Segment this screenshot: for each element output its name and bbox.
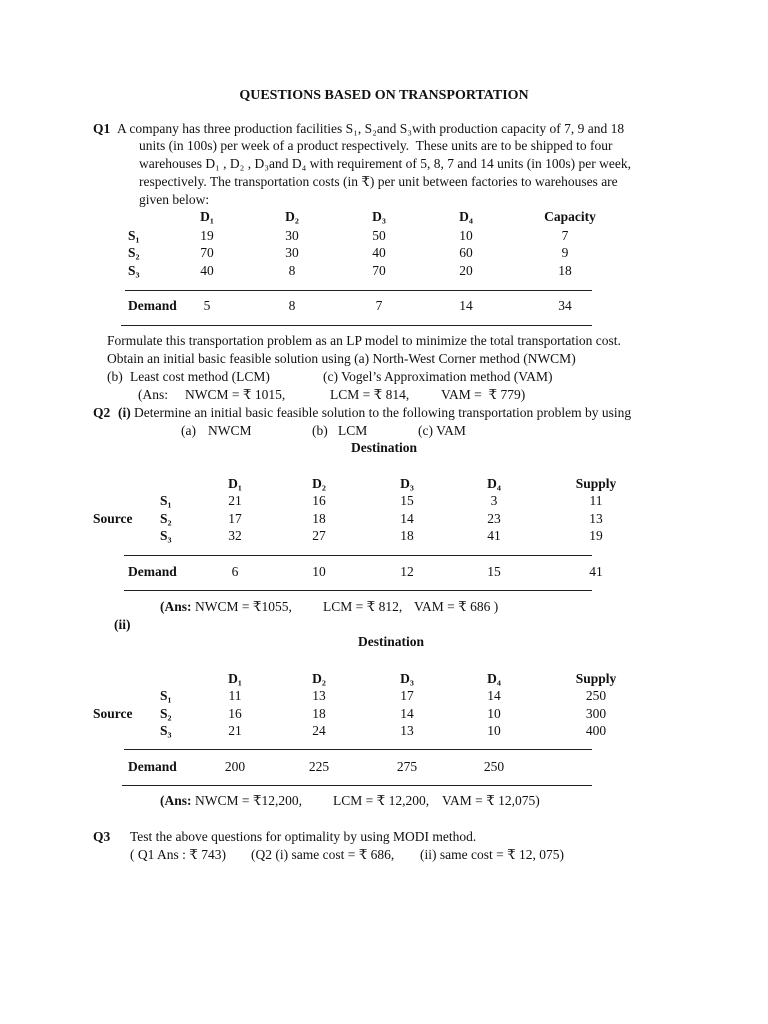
table-row-s3 xyxy=(0,263,768,279)
cost-cell: 10 xyxy=(459,228,473,243)
table-row-s1 xyxy=(0,228,768,244)
answer-lcm: LCM = ₹ 814, xyxy=(330,387,410,402)
part-i-label: (i) xyxy=(118,405,131,420)
question-1-task-line: Obtain an initial basic feasible solution using (a) North-West Corner method (NWCM) xyxy=(107,351,576,366)
column-header-d4: D₄ xyxy=(459,209,473,224)
source-side-label: Source xyxy=(93,511,133,526)
source-label: S₂ xyxy=(160,706,172,721)
column-header-d2: D₂ xyxy=(312,476,326,491)
answer-lcm: LCM = ₹ 812, xyxy=(323,599,403,614)
column-header-d3: D₃ xyxy=(400,476,414,491)
cost-cell: 30 xyxy=(285,228,299,243)
total-cell: 41 xyxy=(589,564,603,579)
table-demand-row xyxy=(0,564,768,580)
demand-cell: 12 xyxy=(400,564,414,579)
question-3-label: Q3 xyxy=(93,829,111,844)
table-row-s3 xyxy=(0,723,768,739)
cost-cell: 14 xyxy=(487,688,501,703)
supply-cell: 13 xyxy=(589,511,603,526)
answer-nwcm: NWCM = ₹12,200, xyxy=(195,793,302,808)
demand-cell: 225 xyxy=(308,759,330,774)
cost-cell: 11 xyxy=(228,688,242,703)
page-title: QUESTIONS BASED ON TRANSPORTATION xyxy=(239,88,529,103)
table-row-s3 xyxy=(0,528,768,544)
source-side-label: Source xyxy=(93,706,133,721)
answer-prefix: (Ans: xyxy=(138,387,168,402)
cost-cell: 32 xyxy=(228,528,242,543)
cost-cell: 18 xyxy=(312,706,326,721)
cost-cell: 8 xyxy=(288,263,296,278)
answer-prefix: (Ans: xyxy=(160,793,192,808)
cost-cell: 19 xyxy=(200,228,214,243)
source-label: S₁ xyxy=(160,493,172,508)
column-header-d2: D₂ xyxy=(312,671,326,686)
cost-cell: 3 xyxy=(490,493,498,508)
source-label: S₃ xyxy=(160,528,172,543)
column-header-d1: D₁ xyxy=(228,476,242,491)
option-b-text: Least cost method (LCM) xyxy=(130,369,270,384)
cost-cell: 18 xyxy=(312,511,326,526)
column-header-d1: D₁ xyxy=(228,671,242,686)
cost-cell: 13 xyxy=(312,688,326,703)
cost-cell: 14 xyxy=(400,511,414,526)
source-label: S₁ xyxy=(160,688,172,703)
table-rule xyxy=(121,325,592,326)
cost-cell: 17 xyxy=(228,511,242,526)
cost-cell: 16 xyxy=(228,706,242,721)
cost-cell: 17 xyxy=(400,688,414,703)
demand-cell: 250 xyxy=(483,759,505,774)
table-rule xyxy=(124,749,592,750)
method-b: LCM xyxy=(338,423,368,438)
table-row-s2 xyxy=(0,511,768,527)
demand-cell: 6 xyxy=(231,564,239,579)
answer-nwcm: NWCM = ₹ 1015, xyxy=(185,387,286,402)
cost-cell: 13 xyxy=(400,723,414,738)
method-a: NWCM xyxy=(208,423,252,438)
question-1-label: Q1 xyxy=(93,121,111,136)
option-b-label: (b) xyxy=(107,369,123,384)
question-2-text: Determine an initial basic feasible solution to the following transportation problem by using xyxy=(134,405,632,420)
demand-cell: 275 xyxy=(396,759,418,774)
cost-cell: 24 xyxy=(312,723,326,738)
cost-cell: 50 xyxy=(372,228,386,243)
answer-q2-i: (Q2 (i) same cost = ₹ 686, xyxy=(251,847,395,862)
part-ii-label: (ii) xyxy=(114,617,131,632)
supply-cell: 300 xyxy=(585,706,607,721)
supply-cell: 11 xyxy=(589,493,603,508)
question-3-text: Test the above questions for optimality by using MODI method. xyxy=(130,829,477,844)
cost-cell: 41 xyxy=(487,528,501,543)
column-header-capacity: Capacity xyxy=(544,209,596,224)
destination-heading: Destination xyxy=(350,440,417,455)
capacity-cell: 7 xyxy=(561,228,569,243)
cost-cell: 15 xyxy=(400,493,414,508)
answer-q1: ( Q1 Ans : ₹ 743) xyxy=(130,847,226,862)
demand-cell: 14 xyxy=(459,298,473,313)
cost-cell: 20 xyxy=(459,263,473,278)
answer-prefix: (Ans: xyxy=(160,599,192,614)
question-2-label: Q2 xyxy=(93,405,111,420)
table-demand-row xyxy=(0,298,768,314)
cost-cell: 10 xyxy=(487,706,501,721)
question-1-text-line: warehouses D₁ , D₂ , D₃and D₄ with requirement of 5, 8, 7 and 14 units (in 100s) per week, xyxy=(139,156,631,171)
column-header-d1: D₁ xyxy=(200,209,214,224)
cost-cell: 23 xyxy=(487,511,501,526)
column-header-d4: D₄ xyxy=(487,671,501,686)
method-b-label: (b) xyxy=(312,423,328,438)
demand-cell: 15 xyxy=(487,564,501,579)
capacity-cell: 9 xyxy=(561,245,569,260)
source-label: S₂ xyxy=(128,245,140,260)
table-rule xyxy=(124,555,592,556)
answer-vam: VAM = ₹ 779) xyxy=(441,387,526,402)
destination-heading: Destination xyxy=(357,634,424,649)
table-header-row xyxy=(0,209,768,225)
cost-cell: 16 xyxy=(312,493,326,508)
column-header-supply: Supply xyxy=(575,476,617,491)
cost-cell: 60 xyxy=(459,245,473,260)
table-row-s2 xyxy=(0,706,768,722)
question-1-task-line: Formulate this transportation problem as an LP model to minimize the total transportation cost. xyxy=(107,333,621,348)
cost-cell: 21 xyxy=(228,493,242,508)
demand-cell: 8 xyxy=(288,298,296,313)
table-rule xyxy=(125,290,592,291)
cost-cell: 27 xyxy=(312,528,326,543)
source-label: S₁ xyxy=(128,228,140,243)
column-header-d2: D₂ xyxy=(285,209,299,224)
source-label: S₃ xyxy=(128,263,140,278)
demand-cell: 7 xyxy=(375,298,383,313)
table-rule xyxy=(122,785,592,786)
method-c: (c) VAM xyxy=(418,423,466,438)
cost-cell: 30 xyxy=(285,245,299,260)
answer-q2-ii: (ii) same cost = ₹ 12, 075) xyxy=(420,847,565,862)
cost-cell: 18 xyxy=(400,528,414,543)
demand-label: Demand xyxy=(128,298,177,313)
column-header-d4: D₄ xyxy=(487,476,501,491)
column-header-d3: D₃ xyxy=(372,209,386,224)
cost-cell: 10 xyxy=(487,723,501,738)
total-cell: 34 xyxy=(558,298,572,313)
column-header-supply: Supply xyxy=(575,671,617,686)
supply-cell: 250 xyxy=(585,688,607,703)
answer-lcm: LCM = ₹ 12,200, xyxy=(333,793,430,808)
table-demand-row xyxy=(0,759,768,775)
supply-cell: 400 xyxy=(585,723,607,738)
supply-cell: 19 xyxy=(589,528,603,543)
method-a-label: (a) xyxy=(181,423,196,438)
option-c-text: (c) Vogel’s Approximation method (VAM) xyxy=(323,369,553,384)
capacity-cell: 18 xyxy=(558,263,572,278)
demand-label: Demand xyxy=(128,759,177,774)
question-1-text-line: given below: xyxy=(139,192,210,207)
table-rule xyxy=(124,590,592,591)
answer-vam: VAM = ₹ 12,075) xyxy=(442,793,540,808)
question-1-text-line: A company has three production facilities S₁, S₂and S₃with production capacity of 7, 9 and 18 xyxy=(117,121,625,136)
question-1-text-line: respectively. The transportation costs (in ₹) per unit between factories to warehouses are xyxy=(139,174,618,189)
column-header-d3: D₃ xyxy=(400,671,414,686)
table-row-s1 xyxy=(0,493,768,509)
table-header-row xyxy=(0,671,768,687)
source-label: S₂ xyxy=(160,511,172,526)
cost-cell: 70 xyxy=(200,245,214,260)
question-1-text-line: units (in 100s) per week of a product respectively. These units are to be shipped to four xyxy=(139,138,613,153)
answer-vam: VAM = ₹ 686 ) xyxy=(414,599,499,614)
cost-cell: 40 xyxy=(372,245,386,260)
table-header-row xyxy=(0,476,768,492)
table-row-s2 xyxy=(0,245,768,261)
cost-cell: 14 xyxy=(400,706,414,721)
demand-label: Demand xyxy=(128,564,177,579)
demand-cell: 200 xyxy=(224,759,246,774)
cost-cell: 40 xyxy=(200,263,214,278)
demand-cell: 10 xyxy=(312,564,326,579)
cost-cell: 70 xyxy=(372,263,386,278)
answer-nwcm: NWCM = ₹1055, xyxy=(195,599,292,614)
cost-cell: 21 xyxy=(228,723,242,738)
source-label: S₃ xyxy=(160,723,172,738)
demand-cell: 5 xyxy=(203,298,211,313)
table-row-s1 xyxy=(0,688,768,704)
